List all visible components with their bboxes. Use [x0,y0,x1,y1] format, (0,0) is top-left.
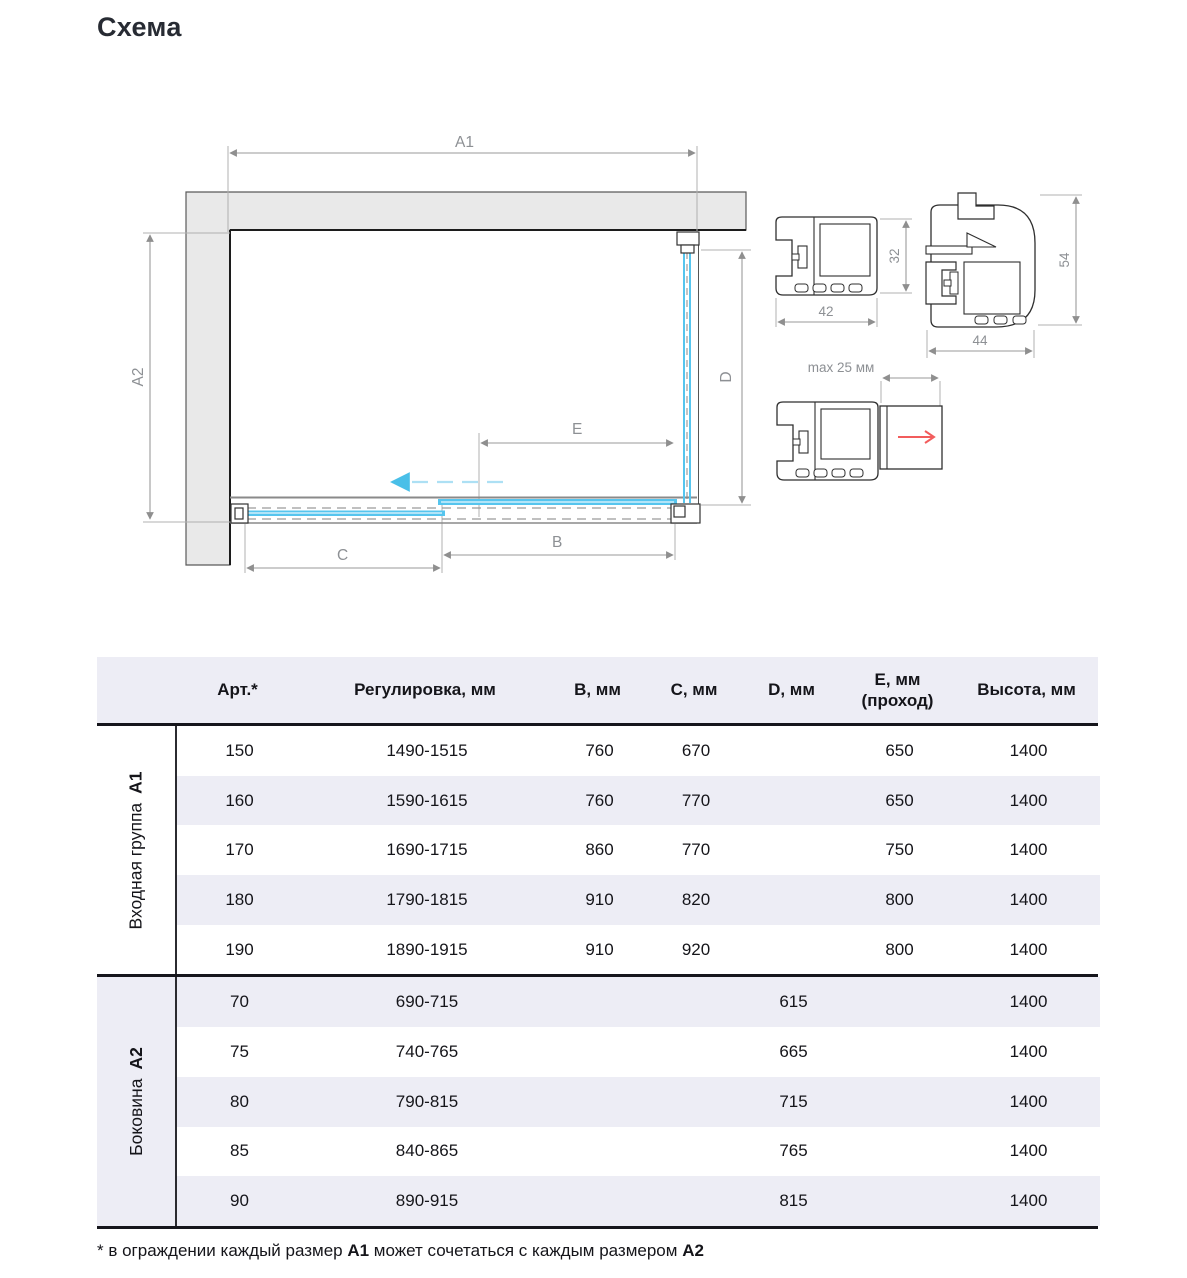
cell-art: 75 [230,1041,249,1061]
cell-e: 800 [885,939,914,959]
table-row [177,1027,1100,1077]
cell-art: 190 [225,939,254,959]
dim-b-label: B [552,534,563,551]
cell-adjust: 1490-1515 [386,740,468,760]
table-row [177,875,1100,925]
cell-height: 1400 [1009,1091,1048,1111]
header-d: D, мм [768,680,815,700]
table-row [177,776,1100,826]
cell-height: 1400 [1009,790,1048,810]
cell-c: 820 [681,889,711,909]
cell-e: 650 [885,740,914,760]
cell-art: 90 [230,1191,249,1211]
dim-a2-label: A2 [130,367,147,387]
profile2-height-label: 54 [1057,252,1072,268]
cell-height: 1400 [1009,889,1048,909]
table-row [177,825,1100,875]
profile-extension [777,360,942,480]
cell-b: 910 [585,939,614,959]
cell-art: 70 [230,992,249,1012]
cell-adjust: 840-865 [395,1141,459,1161]
dim-c-label: C [337,547,349,564]
cell-height: 1400 [1009,740,1048,760]
cell-height: 1400 [1009,1141,1048,1161]
corner-connector [671,504,700,523]
table-row [177,726,1100,776]
cell-adjust: 690-715 [395,992,459,1012]
cell-art: 80 [230,1091,249,1111]
cell-art: 150 [225,740,254,760]
table-row [177,1176,1100,1226]
table-row [177,1127,1100,1177]
cell-c: 670 [681,740,711,760]
profile2-width-label: 44 [972,333,988,348]
cell-c: 770 [681,840,711,860]
profile-44x54 [926,193,1082,358]
cell-d: 615 [779,992,808,1012]
cell-art: 160 [225,790,254,810]
header-art: Арт.* [217,680,258,700]
sliding-door-panel [438,499,677,505]
group-label: Входная группаA1 [97,726,177,974]
cell-adjust: 1690-1715 [386,840,468,860]
header-adjust: Регулировка, мм [354,680,496,700]
profile1-height-label: 32 [887,248,902,264]
table-group [97,974,1098,1225]
cell-adjust: 740-765 [395,1041,459,1061]
header-e: E, мм (проход) [861,669,934,710]
left-wall-bracket [231,504,248,523]
profile1-width-label: 42 [818,304,834,319]
cell-d: 715 [779,1091,808,1111]
header-b: B, мм [574,680,621,700]
page-title: Схема [97,12,182,42]
cell-adjust: 790-815 [395,1091,459,1111]
cell-adjust: 1790-1815 [386,889,468,909]
profile-42x32 [776,217,912,327]
dim-e-label: E [572,421,583,438]
wall [186,192,746,565]
cell-e: 800 [885,889,914,909]
spec-table [97,657,1098,1229]
cell-c: 770 [681,790,711,810]
cell-d: 815 [779,1191,808,1211]
slider-piece [880,406,942,469]
cell-adjust: 1890-1915 [386,939,468,959]
table-groups [97,726,1098,1226]
cell-d: 665 [779,1041,808,1061]
dim-d-label: D [718,371,735,383]
dim-a1-label: A1 [455,134,474,151]
table-row [177,1077,1100,1127]
footnote: * в ограждении каждый размер A1 может сочетаться с каждым размером A2 [97,1241,704,1260]
cell-height: 1400 [1009,992,1048,1012]
side-glass-panel [684,245,699,505]
cell-art: 85 [230,1141,249,1161]
max-extension-label: max 25 мм [807,360,875,375]
cell-art: 170 [225,840,254,860]
table-row [177,925,1100,975]
cell-b: 760 [585,790,614,810]
cell-adjust: 890-915 [395,1191,459,1211]
header-height: Высота, мм [977,680,1076,700]
fixed-door-panel [243,511,445,517]
cell-c: 920 [681,939,711,959]
group-label: БоковинаA2 [97,977,177,1225]
cell-d: 765 [779,1141,808,1161]
top-wall-bracket [677,232,699,253]
header-c: C, мм [670,680,718,700]
table-group [97,726,1098,974]
cell-adjust: 1590-1615 [386,790,468,810]
table-row [177,977,1100,1027]
cell-height: 1400 [1009,1041,1048,1061]
cell-e: 750 [885,840,914,860]
cell-e: 650 [885,790,914,810]
cell-height: 1400 [1009,939,1048,959]
cell-b: 860 [585,840,614,860]
cell-art: 180 [225,889,254,909]
table-header [97,657,1098,726]
cell-b: 760 [585,740,614,760]
cell-height: 1400 [1009,1191,1048,1211]
cell-b: 910 [585,889,614,909]
plan-view [130,134,751,573]
cell-height: 1400 [1009,840,1048,860]
